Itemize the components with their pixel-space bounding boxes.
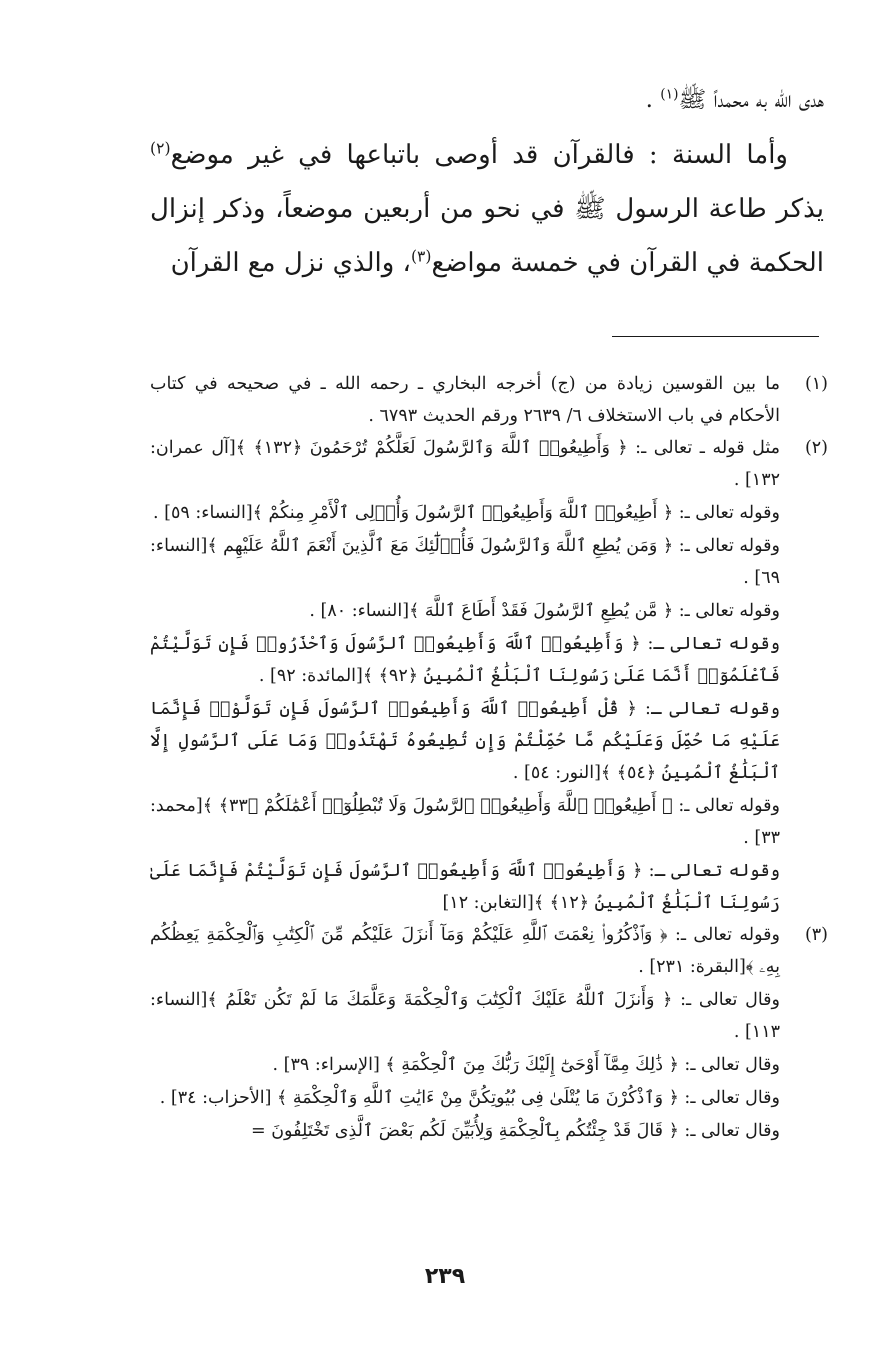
main-para-part-c: ، والذي نزل مع القرآن xyxy=(170,248,411,278)
footnote-line: وقوله تعالى ـ: ﴿ قُلْ أَطِيعُوا۟ ٱللَّهَ وَأَطِيعُوا۟ ٱلرَّسُولَ فَإِن تَوَلَّوْا۟ فَإِنَّمَا عَلَيْهِ مَا حُمِّلَ وَعَلَيْكُم مَّا حُمِّلْتُمْ وَإِن تُطِيعُوهُ تَهْتَدُوا۟ وَمَا عَلَى ٱلرَّسُولِ إِلَّا ٱلْبَلَٰغُ ٱلْمُبِينُ ﴿٥٤﴾ ﴾[النور: ٥٤] . xyxy=(150,699,780,783)
main-para-part-a: وأما السنة : فالقرآن قد أوصى باتباعها في غير موضع xyxy=(170,140,788,170)
footnote-line: وقوله تعالى ـ: ﴿ أَطِيعُوا۟ ٱللَّهَ وَأَطِيعُوا۟ ٱلرَّسُولَ وَلَا تُبْطِلُوٓا۟ أَعْمَٰلَكُمْ ﴿٣٣﴾ ﴾[محمد: ٣٣] . xyxy=(150,796,780,848)
footnote-line: ما بين القوسين زيادة من (ج) أخرجه البخاري ـ رحمه الله ـ في صحيحه في كتاب الأحكام في باب الاستخلاف ٦/ ٢٦٣٩ ورقم الحديث ٦٧٩٣ . xyxy=(150,374,780,426)
footnote-line: وقوله تعالى ـ: ﴿ وَأَطِيعُوا۟ ٱللَّهَ وَأَطِيعُوا۟ ٱلرَّسُولَ وَٱحْذَرُوا۟ فَإِن تَوَلَّيْتُمْ فَٱعْلَمُوٓا۟ أَنَّمَا عَلَىٰ رَسُولِنَا ٱلْبَلَٰغُ ٱلْمُبِينُ ﴿٩٢﴾ ﴾[المائدة: ٩٢] . xyxy=(150,634,780,686)
footnote-1 xyxy=(150,368,828,432)
footnote-number: (١) xyxy=(804,374,828,394)
footnote-separator xyxy=(612,336,819,337)
footnote-number: (٣) xyxy=(804,925,828,945)
page-number: ٢٣٩ xyxy=(424,1264,466,1289)
footnote-line: وقوله تعالى ـ: ﴿ مَّن يُطِعِ ٱلرَّسُولَ فَقَدْ أَطَاعَ ٱللَّهَ ﴾[النساء: ٨٠] . xyxy=(309,601,780,621)
footnote-number: (٢) xyxy=(804,438,828,458)
footnote-body xyxy=(150,432,780,919)
footnote-line: وقال تعالى ـ: ﴿ وَأَنزَلَ ٱللَّهُ عَلَيْكَ ٱلْكِتَٰبَ وَٱلْحِكْمَةَ وَعَلَّمَكَ مَا لَمْ تَكُن تَعْلَمُ ﴾[النساء: ١١٣] . xyxy=(150,990,780,1042)
footnote-ref-3: (٣) xyxy=(410,247,432,266)
footnote-line: وقال تعالى ـ: ﴿ ذَٰلِكَ مِمَّآ أَوْحَىٰٓ إِلَيْكَ رَبُّكَ مِنَ ٱلْحِكْمَةِ ﴾ [الإسراء: ٣٩] . xyxy=(272,1055,780,1075)
main-para-part-b: يذكر طاعة الرسول ﷺ في نحو من أربعين موضعاً، وذكر إنزال الحكمة في القرآن في خمسة مواضع xyxy=(150,194,824,278)
footnote-line: وقال تعالى ـ: ﴿ قَالَ قَدْ جِئْتُكُم بِٱلْحِكْمَةِ وَلِأُبَيِّنَ لَكُم بَعْضَ ٱلَّذِى تَخْتَلِفُونَ = xyxy=(250,1121,780,1141)
footnote-line: وقوله تعالى ـ: ﴿ وَمَن يُطِعِ ٱللَّهَ وَٱلرَّسُولَ فَأُو۟لَٰٓئِكَ مَعَ ٱلَّذِينَ أَنْعَمَ ٱللَّهُ عَلَيْهِم ﴾[النساء: ٦٩] . xyxy=(150,536,780,588)
footnote-ref-1: (١) xyxy=(660,86,679,103)
footnote-line: مثل قوله ـ تعالى ـ: ﴿ وَأَطِيعُوا۟ ٱللَّهَ وَٱلرَّسُولَ لَعَلَّكُمْ تُرْحَمُونَ ﴿١٣٢﴾ ﴾[آل عمران: ١٣٢] . xyxy=(150,438,780,490)
main-line-1-text: هدى الله به محمداً ﷺ xyxy=(678,87,824,113)
footnote-body xyxy=(150,919,780,1147)
footnote-line: وقال تعالى ـ: ﴿ وَٱذْكُرْنَ مَا يُتْلَىٰ فِى بُيُوتِكُنَّ مِنْ ءَايَٰتِ ٱللَّهِ وَٱلْحِكْمَةِ ﴾ [الأحزاب: ٣٤] . xyxy=(159,1088,780,1108)
footnote-line: وقوله تعالى ـ: ﴿ أَطِيعُوا۟ ٱللَّهَ وَأَطِيعُوا۟ ٱلرَّسُولَ وَأُو۟لِى ٱلْأَمْرِ مِنكُمْ ﴾[النساء: ٥٩] . xyxy=(152,503,780,523)
footnote-2 xyxy=(150,432,828,919)
main-paragraph xyxy=(150,128,824,290)
footnotes xyxy=(150,368,828,1147)
main-text xyxy=(150,80,824,290)
footnote-line: وقوله تعالى ـ: ﴿ وَٱذْكُرُوا۟ نِعْمَتَ ٱللَّهِ عَلَيْكُمْ وَمَآ أَنزَلَ عَلَيْكُم مِّنَ ٱلْكِتَٰبِ وَٱلْحِكْمَةِ يَعِظُكُم بِهِۦ ﴾[البقرة: ٢٣١] . xyxy=(150,925,780,977)
footnote-ref-2: (٢) xyxy=(150,139,171,158)
main-line-1-end: . xyxy=(645,87,661,113)
footnote-3 xyxy=(150,919,828,1147)
main-line-1 xyxy=(150,80,824,120)
footnote-line: وقوله تعالى ـ: ﴿ وَأَطِيعُوا۟ ٱللَّهَ وَأَطِيعُوا۟ ٱلرَّسُولَ فَإِن تَوَلَّيْتُمْ فَإِنَّمَا عَلَىٰ رَسُولِنَا ٱلْبَلَٰغُ ٱلْمُبِينُ ﴿١٢﴾ ﴾[التغابن: ١٢] xyxy=(150,861,780,913)
footnote-body xyxy=(150,368,780,432)
